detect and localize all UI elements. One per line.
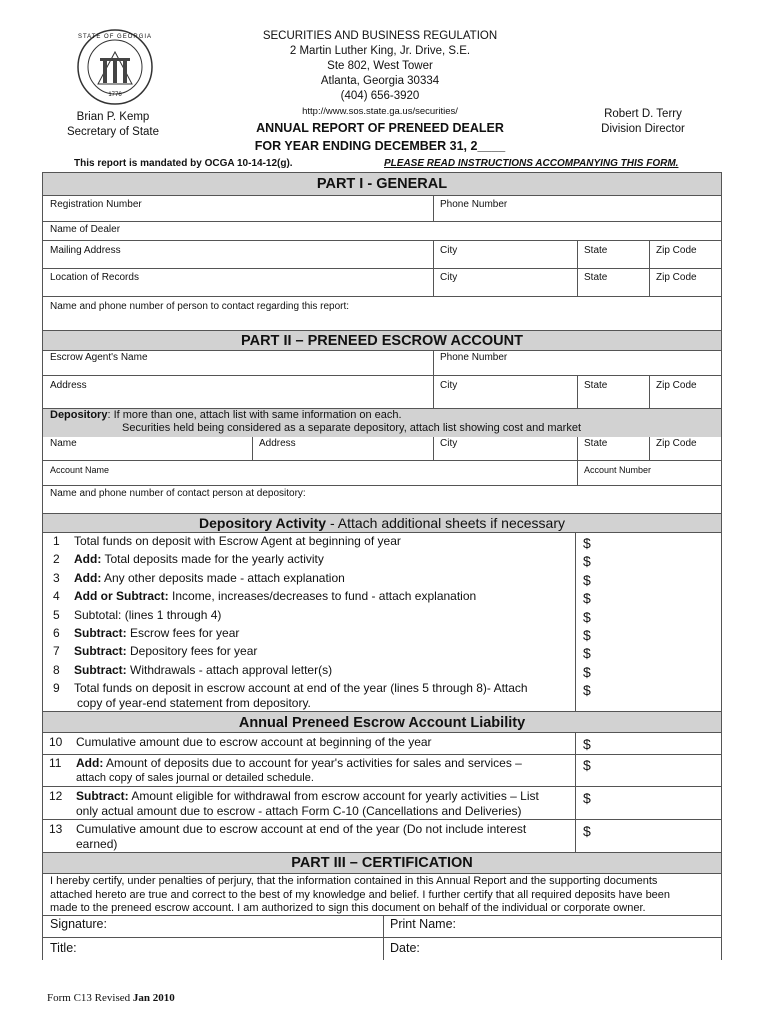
activity-line-number: 7 bbox=[53, 644, 60, 658]
rule bbox=[42, 915, 722, 916]
agency-url: http://www.sos.state.ga.us/securities/ bbox=[302, 106, 458, 117]
liability-line-13-cont: earned) bbox=[76, 837, 118, 851]
state-seal bbox=[76, 28, 154, 106]
depository-text-2: Securities held being considered as a separate depository, attach list showing cost and market bbox=[122, 422, 581, 434]
activity-amount-field[interactable]: $ bbox=[583, 535, 591, 551]
activity-line-op: Subtract: bbox=[74, 663, 127, 677]
escrow-address-field[interactable]: Address bbox=[50, 380, 87, 391]
activity-line-op: Subtract: bbox=[74, 626, 127, 640]
liability-line-11-cont: attach copy of sales journal or detailed schedule. bbox=[76, 772, 314, 784]
activity-amount-field[interactable]: $ bbox=[583, 627, 591, 643]
rule bbox=[42, 786, 722, 787]
activity-line-text: Total funds on deposit with Escrow Agent at beginning of year bbox=[74, 534, 401, 548]
date-field[interactable]: Date: bbox=[390, 941, 420, 955]
activity-line bbox=[74, 681, 528, 695]
dealer-name-field[interactable]: Name of Dealer bbox=[50, 224, 121, 235]
activity-line bbox=[74, 571, 345, 585]
rule bbox=[42, 732, 722, 733]
activity-line bbox=[74, 608, 221, 622]
secretary-block bbox=[48, 110, 178, 140]
liability-num-13: 13 bbox=[49, 822, 63, 836]
liability-11-text: Amount of deposits due to account for year's activities for sales and services – bbox=[103, 756, 522, 770]
activity-line-text: Total deposits made for the yearly activity bbox=[101, 552, 324, 566]
escrow-phone-field[interactable]: Phone Number bbox=[440, 352, 508, 363]
rule bbox=[42, 754, 722, 755]
activity-line bbox=[74, 589, 476, 603]
depository-state-field[interactable]: State bbox=[584, 438, 608, 449]
escrow-state-field[interactable]: State bbox=[584, 380, 608, 391]
depository-text: : If more than one, attach list with same information on each. bbox=[107, 409, 402, 421]
part2-title: PART II – PRENEED ESCROW ACCOUNT bbox=[241, 333, 523, 349]
depository-name-field[interactable]: Name bbox=[50, 438, 77, 449]
activity-line-text: Escrow fees for year bbox=[126, 626, 240, 640]
activity-line-number: 4 bbox=[53, 589, 60, 603]
mandate-note: This report is mandated by OCGA 10-14-12(g). bbox=[74, 158, 293, 169]
form-number: Form C13 Revised bbox=[47, 992, 133, 1004]
border-left bbox=[42, 172, 43, 960]
rule bbox=[42, 240, 722, 241]
rule bbox=[577, 375, 578, 408]
mailing-city-field[interactable]: City bbox=[440, 245, 458, 256]
agency-header bbox=[230, 29, 530, 119]
instructions-note: PLEASE READ INSTRUCTIONS ACCOMPANYING THIS FORM. bbox=[384, 158, 679, 169]
liability-num-12: 12 bbox=[49, 789, 63, 803]
rule bbox=[649, 375, 650, 408]
print-name-field[interactable]: Print Name: bbox=[390, 917, 456, 931]
border-right bbox=[721, 172, 722, 960]
rule bbox=[433, 195, 434, 221]
liability-11-op: Add: bbox=[76, 756, 104, 770]
activity-line-text: Depository fees for year bbox=[126, 644, 258, 658]
depository-city-field[interactable]: City bbox=[440, 438, 458, 449]
rule bbox=[433, 240, 434, 296]
rule bbox=[42, 873, 722, 874]
rule bbox=[575, 733, 576, 853]
liability-line-12 bbox=[76, 789, 539, 803]
activity-amount-field[interactable]: $ bbox=[583, 664, 591, 680]
activity-amount-field[interactable]: $ bbox=[583, 590, 591, 606]
rule bbox=[42, 460, 722, 461]
activity-line-number: 8 bbox=[53, 663, 60, 677]
activity-line-text: Total funds on deposit in escrow account at end of the year (lines 5 through 8)- Attach bbox=[74, 681, 528, 695]
part1-title: PART I - GENERAL bbox=[316, 176, 448, 192]
liability-num-11: 11 bbox=[49, 756, 62, 770]
part3-title: PART III – CERTIFICATION bbox=[291, 855, 473, 871]
rule bbox=[42, 485, 722, 486]
escrow-zip-field[interactable]: Zip Code bbox=[656, 380, 697, 391]
rule bbox=[42, 195, 722, 196]
activity-amount-field[interactable]: $ bbox=[583, 572, 591, 588]
activity-title-bold: Depository Activity bbox=[199, 515, 327, 531]
liability-num-10: 10 bbox=[49, 735, 63, 749]
activity-line-op: Subtract: bbox=[74, 644, 127, 658]
rule bbox=[433, 350, 434, 375]
seal-text: STATE OF GEORGIA bbox=[77, 34, 153, 40]
amount-11-field[interactable]: $ bbox=[583, 757, 591, 773]
rule bbox=[42, 296, 722, 297]
activity-amount-field[interactable]: $ bbox=[583, 645, 591, 661]
activity-line-number: 3 bbox=[53, 571, 60, 585]
activity-line-number: 5 bbox=[53, 608, 60, 622]
activity-line-text: Income, increases/decreases to fund - attach explanation bbox=[168, 589, 477, 603]
records-city-field[interactable]: City bbox=[440, 272, 458, 283]
activity-line bbox=[74, 644, 257, 658]
rule bbox=[42, 532, 722, 533]
activity-line-number: 6 bbox=[53, 626, 60, 640]
rule bbox=[42, 268, 722, 269]
agency-line: Atlanta, Georgia 30334 bbox=[320, 75, 440, 87]
form-revised: Jan 2010 bbox=[132, 992, 175, 1004]
agency-line: Ste 802, West Tower bbox=[327, 60, 433, 72]
rule bbox=[252, 437, 253, 460]
activity-line bbox=[74, 552, 324, 566]
records-state-field[interactable]: State bbox=[584, 272, 608, 283]
rule bbox=[42, 937, 722, 938]
mailing-state-field[interactable]: State bbox=[584, 245, 608, 256]
account-name-field[interactable]: Account Name bbox=[50, 465, 110, 475]
activity-line bbox=[74, 626, 239, 640]
dealer-phone-field[interactable]: Phone Number bbox=[440, 199, 508, 210]
director-title: Division Director bbox=[601, 123, 685, 135]
form-footer bbox=[47, 992, 175, 1004]
rule bbox=[42, 375, 722, 376]
activity-line-text: Any other deposits made - attach explanation bbox=[101, 571, 345, 585]
rule bbox=[433, 375, 434, 408]
rule bbox=[649, 240, 650, 296]
activity-title bbox=[43, 515, 721, 531]
activity-line bbox=[74, 663, 332, 677]
escrow-agent-field[interactable]: Escrow Agent's Name bbox=[50, 352, 148, 363]
activity-line-op: Add: bbox=[74, 552, 102, 566]
account-number-field[interactable]: Account Number bbox=[584, 465, 652, 475]
liability-line-10: Cumulative amount due to escrow account at beginning of the year bbox=[76, 735, 432, 749]
secretary-title: Secretary of State bbox=[66, 126, 160, 138]
rule bbox=[42, 819, 722, 820]
liability-line-13: Cumulative amount due to escrow account at end of the year (Do not include interest bbox=[76, 822, 527, 836]
amount-12-field[interactable]: $ bbox=[583, 790, 591, 806]
depository-note bbox=[50, 409, 581, 435]
amount-10-field[interactable]: $ bbox=[583, 736, 591, 752]
certification-text bbox=[50, 875, 670, 916]
certification-line: attached hereto are true and correct to the best of my knowledge and belief. I further certify that all required deposits have been bbox=[50, 888, 671, 901]
depository-contact-field[interactable]: Name and phone number of contact person at depository: bbox=[50, 488, 306, 499]
activity-title-rest: - Attach additional sheets if necessary bbox=[329, 515, 565, 531]
activity-line-op: Add: bbox=[74, 571, 102, 585]
amount-13-field[interactable]: $ bbox=[583, 823, 591, 839]
activity-amount-field[interactable]: $ bbox=[583, 682, 591, 698]
depository-address-field[interactable]: Address bbox=[259, 438, 296, 449]
activity-line-number: 2 bbox=[53, 552, 60, 566]
activity-amount-field[interactable]: $ bbox=[583, 609, 591, 625]
certification-line: made to the preneed escrow account. I am authorized to sign this document on behalf of the individual or corporate owner. bbox=[50, 902, 646, 914]
activity-amount-field[interactable]: $ bbox=[583, 553, 591, 569]
liability-12-text: Amount eligible for withdrawal from escrow account for yearly activities – List bbox=[128, 789, 539, 803]
depository-zip-field[interactable]: Zip Code bbox=[656, 438, 697, 449]
rule bbox=[577, 240, 578, 296]
agency-line: 2 Martin Luther King, Jr. Drive, S.E. bbox=[289, 45, 471, 57]
report-title bbox=[230, 119, 530, 155]
rule bbox=[42, 221, 722, 222]
rule bbox=[433, 437, 434, 460]
rule bbox=[42, 350, 722, 351]
report-title-line1: ANNUAL REPORT OF PRENEED DEALER bbox=[256, 121, 504, 135]
director-name: Robert D. Terry bbox=[604, 108, 682, 120]
rule bbox=[649, 437, 650, 460]
activity-line bbox=[74, 534, 401, 548]
liability-12-op: Subtract: bbox=[76, 789, 129, 803]
activity-line-text: Withdrawals - attach approval letter(s) bbox=[126, 663, 333, 677]
liability-title: Annual Preneed Escrow Account Liability bbox=[238, 715, 526, 731]
mailing-address-field[interactable]: Mailing Address bbox=[50, 245, 121, 256]
report-contact-field[interactable]: Name and phone number of person to contact regarding this report: bbox=[50, 301, 350, 312]
registration-number-field[interactable]: Registration Number bbox=[50, 199, 142, 210]
activity-line-number: 1 bbox=[53, 534, 60, 548]
report-title-line2: FOR YEAR ENDING DECEMBER 31, 2____ bbox=[254, 139, 506, 153]
activity-line-text: Subtotal: (lines 1 through 4) bbox=[74, 608, 222, 622]
mailing-zip-field[interactable]: Zip Code bbox=[656, 245, 697, 256]
activity-line-number: 9 bbox=[53, 681, 60, 695]
activity-line-9-cont: copy of year-end statement from depository. bbox=[77, 696, 311, 710]
agency-line: SECURITIES AND BUSINESS REGULATION bbox=[262, 30, 498, 42]
signature-field[interactable]: Signature: bbox=[50, 917, 107, 931]
title-field[interactable]: Title: bbox=[50, 941, 77, 955]
records-zip-field[interactable]: Zip Code bbox=[656, 272, 697, 283]
director-block bbox=[578, 107, 708, 137]
rule bbox=[577, 437, 578, 485]
escrow-city-field[interactable]: City bbox=[440, 380, 458, 391]
secretary-name: Brian P. Kemp bbox=[76, 111, 150, 123]
certification-line: I hereby certify, under penalties of perjury, that the information contained in this Annual Report and the supporting documents bbox=[50, 875, 658, 887]
activity-line-op: Add or Subtract: bbox=[74, 589, 169, 603]
liability-line-11 bbox=[76, 756, 522, 770]
depository-label: Depository bbox=[50, 409, 108, 421]
records-location-field[interactable]: Location of Records bbox=[50, 272, 139, 283]
agency-line: (404) 656-3920 bbox=[340, 90, 420, 102]
liability-line-12-cont: only actual amount due to escrow - attach Form C-10 (Cancellations and Deliveries) bbox=[76, 804, 522, 818]
rule bbox=[575, 533, 576, 711]
seal-year: 1776 bbox=[108, 92, 122, 98]
